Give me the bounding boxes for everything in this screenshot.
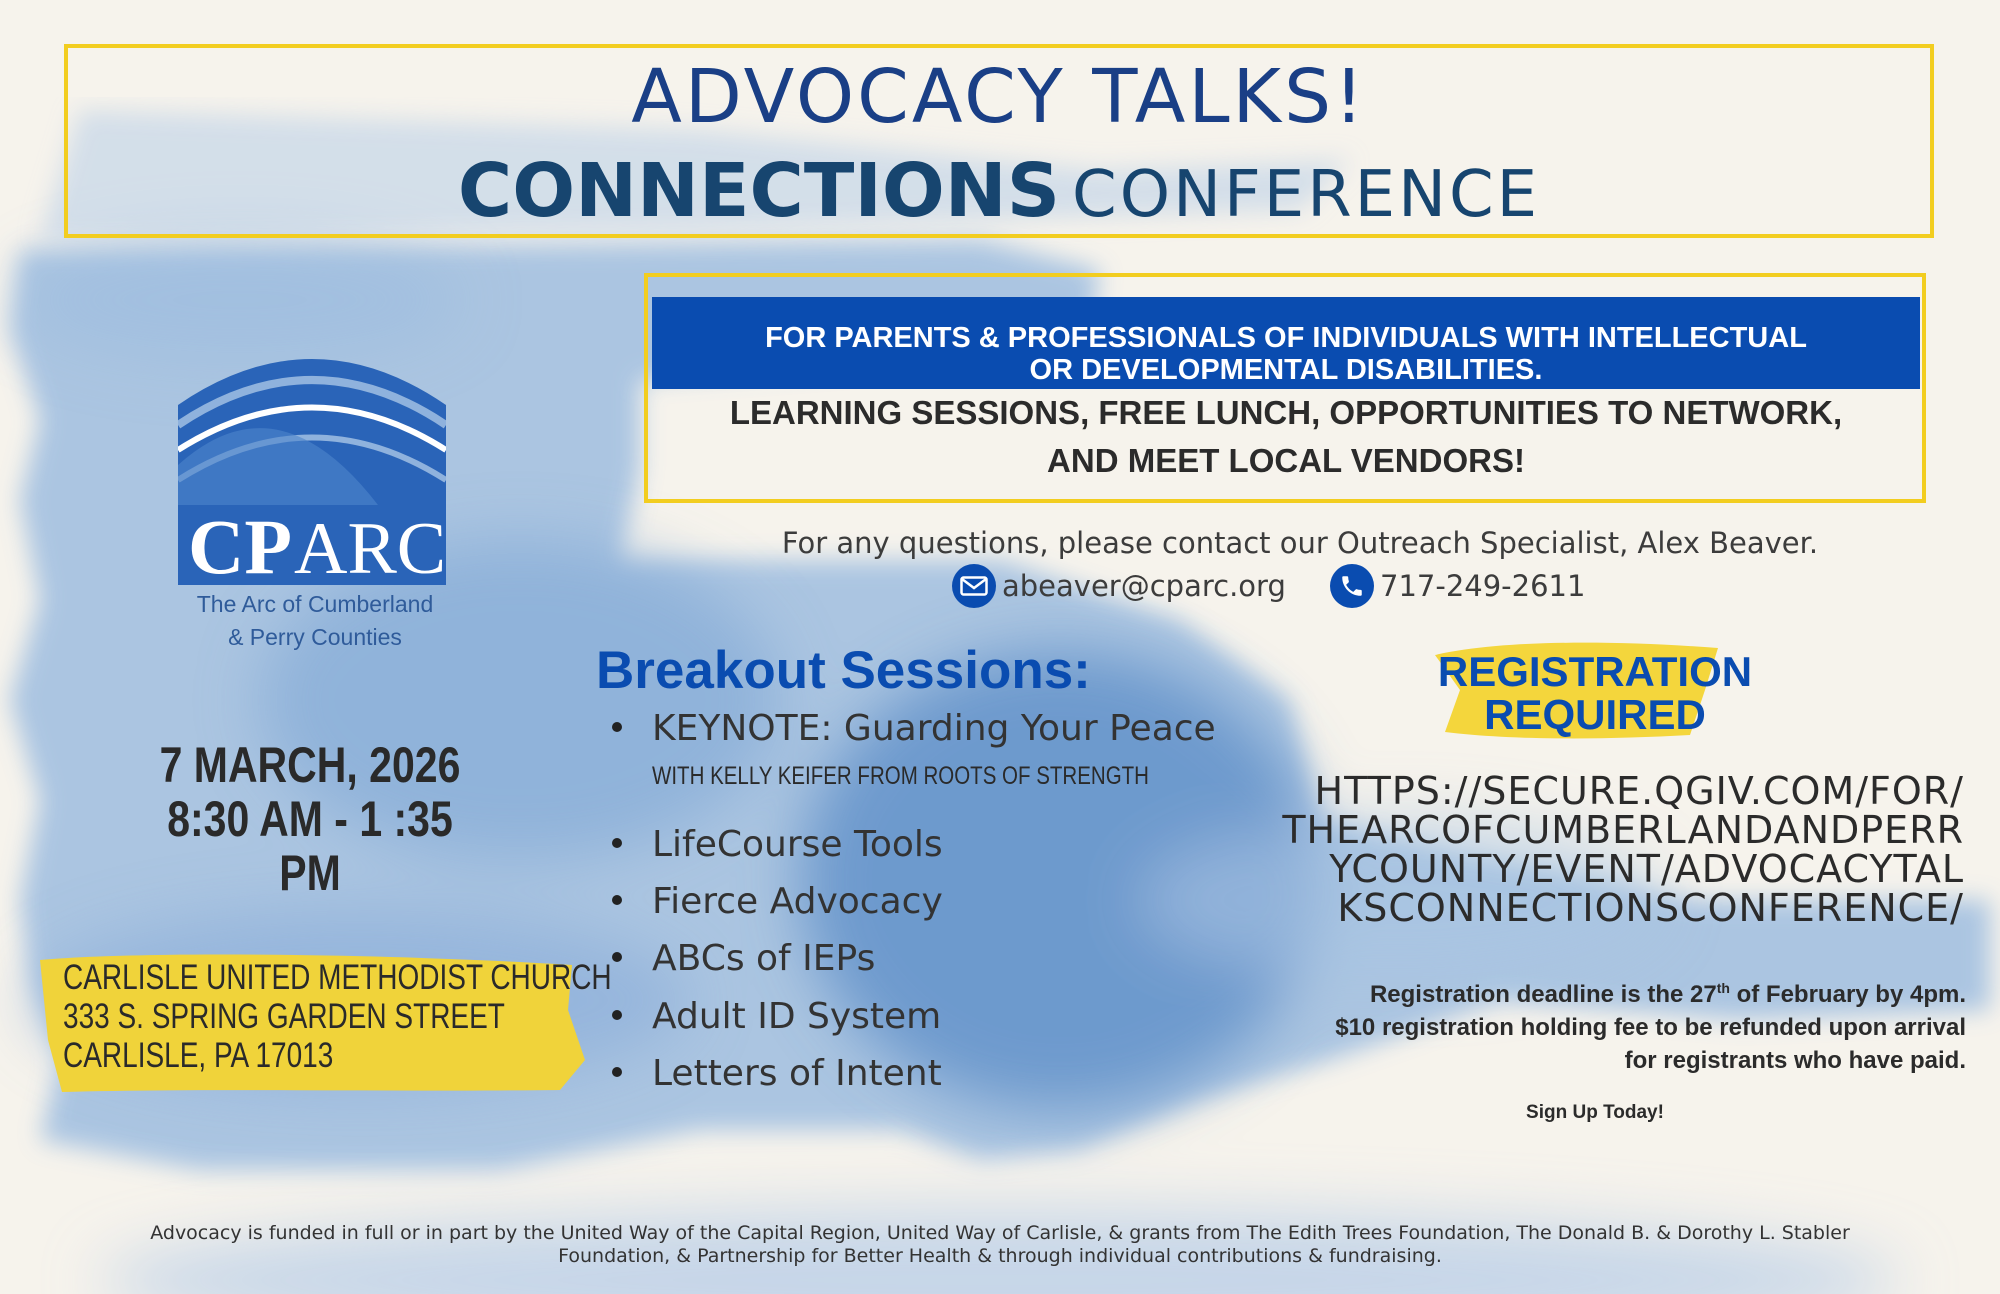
footer-line2: Foundation, & Partnership for Better Health & through individual contributions & fundraising. <box>558 1245 1442 1267</box>
keynote-speaker: WITH KELLY KEIFER FROM ROOTS OF STRENGTH <box>652 762 1149 790</box>
event-address <box>63 958 612 1075</box>
perks-line1: LEARNING SESSIONS, FREE LUNCH, OPPORTUNITIES TO NETWORK, <box>729 394 1843 431</box>
logo-subtitle <box>160 588 470 654</box>
breakout-title: Breakout Sessions: <box>596 641 1091 700</box>
logo-arc: ARC <box>294 508 446 585</box>
title-advocacy-talks: ADVOCACY TALKS! <box>631 54 1367 140</box>
url-line[interactable]: KSCONNECTIONSCONFERENCE/ <box>1337 886 1964 930</box>
logo-cp: CP <box>188 503 292 585</box>
fee-line1: $10 registration holding fee to be refunded upon arrival <box>1335 1014 1966 1041</box>
session-label: LifeCourse Tools <box>652 824 943 865</box>
phone-number[interactable]: 717-249-2611 <box>1380 569 1586 603</box>
event-datetime <box>154 738 466 900</box>
list-item <box>612 996 941 1037</box>
list-item <box>612 881 943 922</box>
bullet-icon <box>612 1010 622 1020</box>
venue-name: CARLISLE UNITED METHODIST CHURCH <box>63 958 612 997</box>
registration-line2: REQUIRED <box>1484 691 1706 738</box>
list-item <box>612 938 875 979</box>
audience-line2: OR DEVELOPMENTAL DISABILITIES. <box>1029 354 1543 386</box>
event-date: 7 MARCH, 2026 <box>159 737 461 793</box>
venue-street: 333 S. SPRING GARDEN STREET <box>63 997 505 1036</box>
phone-icon <box>1330 564 1374 608</box>
email-icon <box>952 564 996 608</box>
event-time: 8:30 AM - 1 :35 PM <box>167 791 453 901</box>
title-conference <box>68 148 1930 234</box>
bullet-icon <box>612 952 622 962</box>
funding-footer <box>60 1222 1940 1268</box>
logo-sub-line1: The Arc of Cumberland <box>196 591 434 617</box>
url-line[interactable]: THEARCOFCUMBERLANDANDPERR <box>1282 808 1964 852</box>
email-address[interactable]: abeaver@cparc.org <box>1002 569 1286 603</box>
session-label: ABCs of IEPs <box>652 938 876 979</box>
perks-line2: AND MEET LOCAL VENDORS! <box>1047 442 1525 479</box>
contact-text: For any questions, please contact our Outreach Specialist, Alex Beaver. <box>781 526 1819 560</box>
keynote-label: KEYNOTE: Guarding Your Peace <box>652 708 1216 749</box>
url-line[interactable]: HTTPS://SECURE.QGIV.COM/FOR/ <box>1314 769 1964 813</box>
registration-heading <box>1420 650 1770 736</box>
footer-line1: Advocacy is funded in full or in part by the United Way of the Capital Region, United Way of Carlisle, & grants from The Edith Trees Foundation, The Donald B. & Dorothy L. Stabler <box>150 1222 1850 1244</box>
venue-city: CARLISLE, PA 17013 <box>63 1036 334 1075</box>
email-contact[interactable] <box>952 562 1286 610</box>
registration-deadline <box>1180 972 1966 1077</box>
audience-line1: FOR PARENTS & PROFESSIONALS OF INDIVIDUALS WITH INTELLECTUAL <box>765 322 1807 354</box>
registration-line1: REGISTRATION <box>1437 648 1753 695</box>
title-conference-word: CONFERENCE <box>1072 158 1541 232</box>
url-line[interactable]: YCOUNTY/EVENT/ADVOCACYTAL <box>1329 847 1964 891</box>
bullet-icon <box>612 1067 622 1077</box>
session-label: Letters of Intent <box>652 1053 942 1094</box>
list-item-keynote <box>612 708 1216 790</box>
bullet-icon <box>612 895 622 905</box>
title-box <box>64 44 1934 238</box>
session-label: Adult ID System <box>652 996 942 1037</box>
perks-text <box>652 389 1920 485</box>
logo-sub-line2: & Perry Counties <box>228 624 402 650</box>
cparc-logo <box>178 315 446 585</box>
deadline-line: Registration deadline is the 27th of February by 4pm. <box>1369 980 1966 1008</box>
audience-banner <box>652 297 1920 389</box>
fee-line2: for registrants who have paid. <box>1624 1047 1966 1074</box>
list-item <box>612 824 943 865</box>
phone-contact[interactable] <box>1330 562 1585 610</box>
sign-up-text: Sign Up Today! <box>1526 1102 1664 1123</box>
title-connections: CONNECTIONS <box>457 148 1060 234</box>
list-item <box>612 1053 942 1094</box>
session-label: Fierce Advocacy <box>652 881 943 922</box>
registration-url[interactable] <box>1258 769 1964 930</box>
bullet-icon <box>612 722 622 732</box>
bullet-icon <box>612 838 622 848</box>
